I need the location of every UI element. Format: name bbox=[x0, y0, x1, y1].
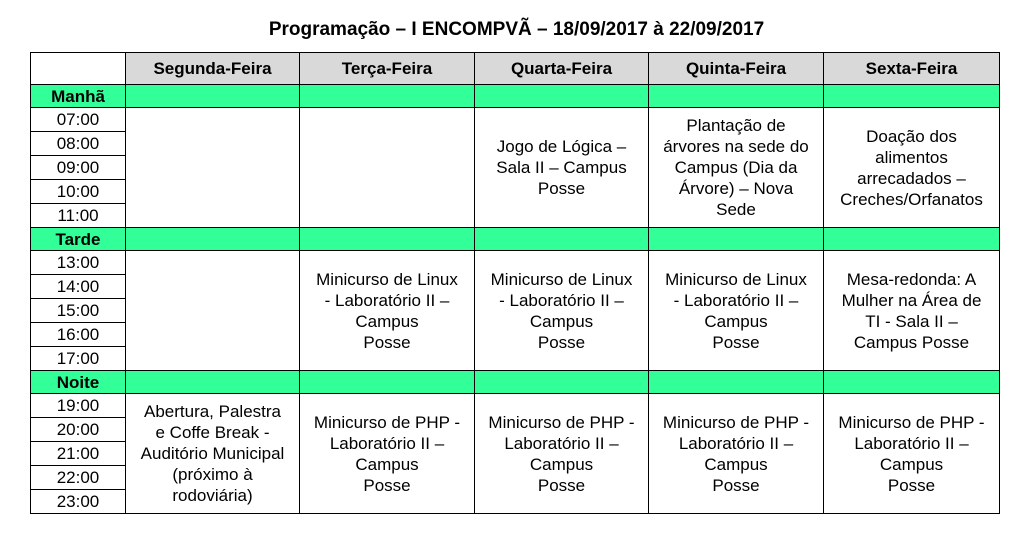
time-label: 14:00 bbox=[31, 275, 126, 299]
period-band bbox=[300, 371, 475, 394]
day-header: Terça-Feira bbox=[300, 53, 475, 85]
period-band bbox=[475, 228, 649, 251]
period-band bbox=[300, 228, 475, 251]
time-label: 13:00 bbox=[31, 251, 126, 275]
corner-cell bbox=[31, 53, 126, 85]
time-label: 17:00 bbox=[31, 347, 126, 371]
schedule-table bbox=[30, 52, 1000, 514]
schedule-cell: Minicurso de Linux - Laboratório II – Campus Posse bbox=[649, 251, 824, 371]
schedule-cell: Abertura, Palestra e Coffe Break - Auditório Municipal (próximo à rodoviária) bbox=[126, 394, 300, 514]
time-label: 08:00 bbox=[31, 132, 126, 156]
period-label: Manhã bbox=[31, 85, 126, 108]
time-label: 21:00 bbox=[31, 442, 126, 466]
day-header: Quinta-Feira bbox=[649, 53, 824, 85]
time-row bbox=[31, 394, 1000, 418]
period-band bbox=[649, 85, 824, 108]
period-label: Tarde bbox=[31, 228, 126, 251]
schedule-cell: Minicurso de PHP - Laboratório II – Campus Posse bbox=[475, 394, 649, 514]
time-row bbox=[31, 251, 1000, 275]
schedule-cell: Minicurso de PHP - Laboratório II – Campus Posse bbox=[649, 394, 824, 514]
time-label: 09:00 bbox=[31, 156, 126, 180]
schedule-cell bbox=[300, 108, 475, 228]
period-band bbox=[824, 228, 1000, 251]
period-band bbox=[126, 371, 300, 394]
schedule-cell bbox=[126, 108, 300, 228]
schedule-cell: Doação dos alimentos arrecadados – Creches/Orfanatos bbox=[824, 108, 1000, 228]
time-label: 10:00 bbox=[31, 180, 126, 204]
period-band bbox=[126, 85, 300, 108]
time-label: 15:00 bbox=[31, 299, 126, 323]
schedule-cell: Minicurso de Linux - Laboratório II – Campus Posse bbox=[300, 251, 475, 371]
day-header: Sexta-Feira bbox=[824, 53, 1000, 85]
schedule-cell: Minicurso de Linux - Laboratório II – Campus Posse bbox=[475, 251, 649, 371]
time-label: 23:00 bbox=[31, 490, 126, 514]
period-band bbox=[824, 85, 1000, 108]
time-label: 19:00 bbox=[31, 394, 126, 418]
period-band bbox=[649, 371, 824, 394]
schedule-cell: Plantação de árvores na sede do Campus (Dia da Árvore) – Nova Sede bbox=[649, 108, 824, 228]
schedule-cell: Minicurso de PHP - Laboratório II – Campus Posse bbox=[824, 394, 1000, 514]
schedule-cell: Minicurso de PHP - Laboratório II – Campus Posse bbox=[300, 394, 475, 514]
schedule-cell: Jogo de Lógica – Sala II – Campus Posse bbox=[475, 108, 649, 228]
period-band bbox=[300, 85, 475, 108]
time-row bbox=[31, 108, 1000, 132]
period-band bbox=[824, 371, 1000, 394]
time-label: 07:00 bbox=[31, 108, 126, 132]
day-header: Segunda-Feira bbox=[126, 53, 300, 85]
schedule-cell bbox=[126, 251, 300, 371]
time-label: 16:00 bbox=[31, 323, 126, 347]
period-band bbox=[126, 228, 300, 251]
period-row-manha bbox=[31, 85, 1000, 108]
period-band bbox=[475, 371, 649, 394]
period-row-tarde bbox=[31, 228, 1000, 251]
schedule-cell: Mesa-redonda: A Mulher na Área de TI - Sala II – Campus Posse bbox=[824, 251, 1000, 371]
period-row-noite bbox=[31, 371, 1000, 394]
time-label: 11:00 bbox=[31, 204, 126, 228]
page-title: Programação – I ENCOMPVÃ – 18/09/2017 à 22/09/2017 bbox=[268, 19, 765, 40]
period-band bbox=[649, 228, 824, 251]
header-row bbox=[31, 53, 1000, 85]
period-band bbox=[475, 85, 649, 108]
time-label: 22:00 bbox=[31, 466, 126, 490]
time-label: 20:00 bbox=[31, 418, 126, 442]
day-header: Quarta-Feira bbox=[475, 53, 649, 85]
period-label: Noite bbox=[31, 371, 126, 394]
